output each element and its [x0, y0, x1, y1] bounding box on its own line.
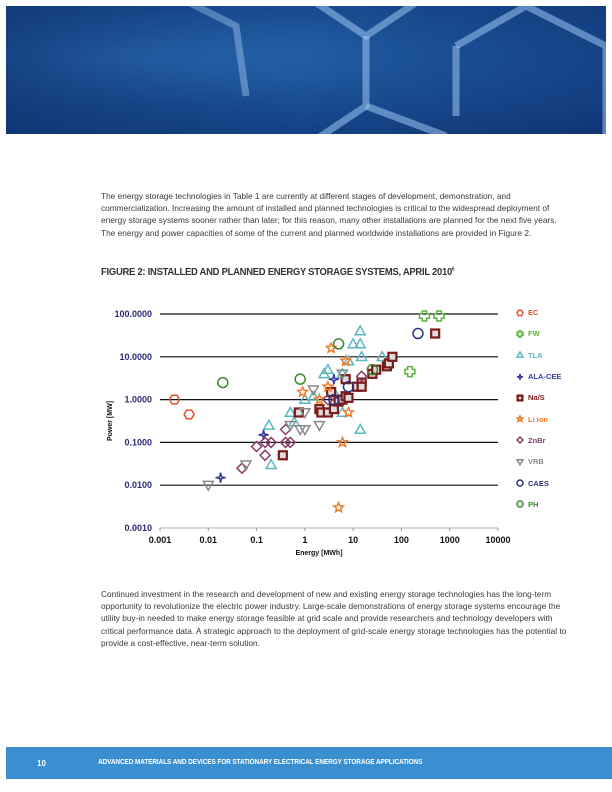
- scatter-chart: [95, 292, 515, 562]
- data-point-ala-cee: [216, 473, 226, 483]
- legend-marker: [517, 331, 523, 337]
- legend-item-caes: [516, 472, 561, 493]
- figure-title: [101, 266, 454, 278]
- data-point-na-s: [344, 394, 352, 402]
- legend-item-ph: [516, 494, 561, 515]
- legend-marker-star4-icon: [516, 373, 524, 381]
- legend-marker: [517, 460, 523, 465]
- y-tick-label: 0.0100: [124, 480, 152, 491]
- y-tick-label: 100.0000: [114, 309, 152, 319]
- legend-item-ec: [516, 302, 561, 323]
- legend-label: VRB: [528, 457, 544, 467]
- legend-item-tla: [516, 345, 561, 366]
- data-point-na-s: [358, 383, 366, 391]
- x-tick-label: 10000: [485, 535, 511, 545]
- page-footer: [6, 747, 612, 779]
- data-point-znbr: [260, 450, 270, 460]
- legend-label: CAES: [528, 478, 549, 488]
- data-point-ph: [218, 378, 228, 388]
- y-axis-label: Power [MW]: [107, 400, 114, 442]
- conclusion-paragraph: Continued investment in the research and development of new and existing energy storage technologies has the long-term opportunity to revolutionize the electric power industry. Large-scale demonstrations of energy storage systems encourage the utility buy-in needed to make energy storage feasible at grid scale and provide researchers and technology developers with critical performance data. A strategic approach to the deployment of grid-scale energy storage technologies has the potential to provide a cost-effective, near-term solution.: [101, 589, 567, 648]
- x-tick-label: 0.01: [199, 535, 218, 545]
- data-point-tla: [355, 339, 365, 348]
- data-point-na-s: [279, 451, 287, 459]
- legend-marker: [518, 395, 523, 400]
- data-point-fw: [434, 311, 444, 321]
- legend-item-znbr: [516, 430, 561, 451]
- x-tick-label: 0.001: [148, 535, 172, 545]
- legend-label: EC: [528, 308, 539, 318]
- legend-label: FW: [528, 329, 540, 339]
- x-tick-label: 1: [302, 535, 308, 545]
- data-point-tla: [357, 352, 367, 361]
- hexagon-lattice-graphic: [6, 6, 606, 134]
- legend-label: PH: [528, 499, 539, 509]
- data-point-ala-cee: [329, 374, 339, 384]
- legend-item-na-s: [516, 387, 561, 408]
- data-point-na-s: [388, 353, 396, 361]
- legend-marker-circle-icon: [516, 500, 524, 508]
- legend-label: Li Ion: [528, 414, 548, 424]
- y-tick-label: 10.0000: [119, 351, 152, 362]
- header-image: [6, 6, 606, 134]
- x-tick-label: 0.1: [250, 535, 263, 545]
- legend-item-ala-cee: [516, 366, 561, 387]
- legend-marker: [517, 501, 523, 507]
- x-tick-label: 1000: [439, 535, 460, 545]
- legend-marker-triangle-down-icon: [516, 458, 524, 466]
- data-point-li-ion: [298, 387, 308, 396]
- data-point-ph: [295, 374, 305, 384]
- figure-title-text: FIGURE 2: INSTALLED AND PLANNED ENERGY STORAGE SYSTEMS, APRIL 2010: [101, 266, 452, 278]
- y-tick-label: 0.1000: [124, 437, 152, 448]
- data-point-na-s: [431, 330, 439, 338]
- data-point-vrb: [241, 461, 251, 470]
- legend-marker: [517, 374, 523, 380]
- legend-marker: [517, 352, 523, 357]
- legend-marker-triangle-icon: [516, 351, 524, 359]
- legend-item-fw: [516, 323, 561, 344]
- legend-label: Na/S: [528, 393, 545, 403]
- legend-marker: [517, 480, 523, 486]
- data-point-caes: [413, 329, 423, 339]
- data-point-ec: [184, 410, 194, 419]
- legend-marker-square-icon: [516, 394, 524, 402]
- legend-marker: [517, 310, 523, 315]
- data-point-tla: [355, 326, 365, 335]
- x-tick-label: 10: [348, 535, 359, 545]
- data-point-li-ion: [334, 503, 344, 512]
- data-point-ph: [334, 339, 344, 349]
- intro-paragraph: The energy storage technologies in Table 1 are currently at different stages of development, demonstration, and commercialization. Increasing the amount of installed and planned technologies is critical to the widespread deployment of energy storage systems sooner rather than later; for this reason, many other installations are planned for the next five years. The energy and power capacities of some of the current and planned worldwide installations are provided in Figure 2.: [101, 191, 557, 238]
- data-point-fw: [420, 311, 430, 321]
- x-axis-label: Energy [MWh]: [295, 550, 343, 557]
- legend-marker-cross-icon: [516, 330, 524, 338]
- legend-label: ZnBr: [528, 435, 546, 445]
- data-point-tla: [355, 425, 365, 434]
- legend-marker: [517, 416, 523, 421]
- x-tick-label: 100: [393, 535, 409, 545]
- data-point-fw: [405, 367, 415, 377]
- legend-label: TLA: [528, 350, 543, 360]
- footnote-ref: 6: [451, 266, 455, 273]
- chart-legend: [516, 302, 561, 515]
- data-point-vrb: [314, 422, 324, 431]
- y-tick-label: 0.0010: [124, 523, 152, 533]
- page-number: 10: [37, 759, 46, 768]
- legend-marker-star-icon: [516, 415, 524, 423]
- legend-marker-circle-icon: [516, 479, 524, 487]
- legend-label: ALA-CEE: [528, 372, 562, 382]
- legend-marker-diamond-icon: [516, 436, 524, 444]
- data-point-tla: [266, 460, 276, 469]
- legend-marker-hexagon-icon: [516, 309, 524, 317]
- data-point-li-ion: [344, 408, 354, 417]
- legend-item-li-ion: [516, 408, 561, 429]
- footer-title: ADVANCED MATERIALS AND DEVICES FOR STATIONARY ELECTRICAL ENERGY STORAGE APPLICATIONS: [98, 759, 423, 766]
- y-tick-label: 1.0000: [124, 394, 152, 405]
- legend-marker: [517, 437, 523, 443]
- legend-item-vrb: [516, 451, 561, 472]
- data-point-tla: [264, 420, 274, 429]
